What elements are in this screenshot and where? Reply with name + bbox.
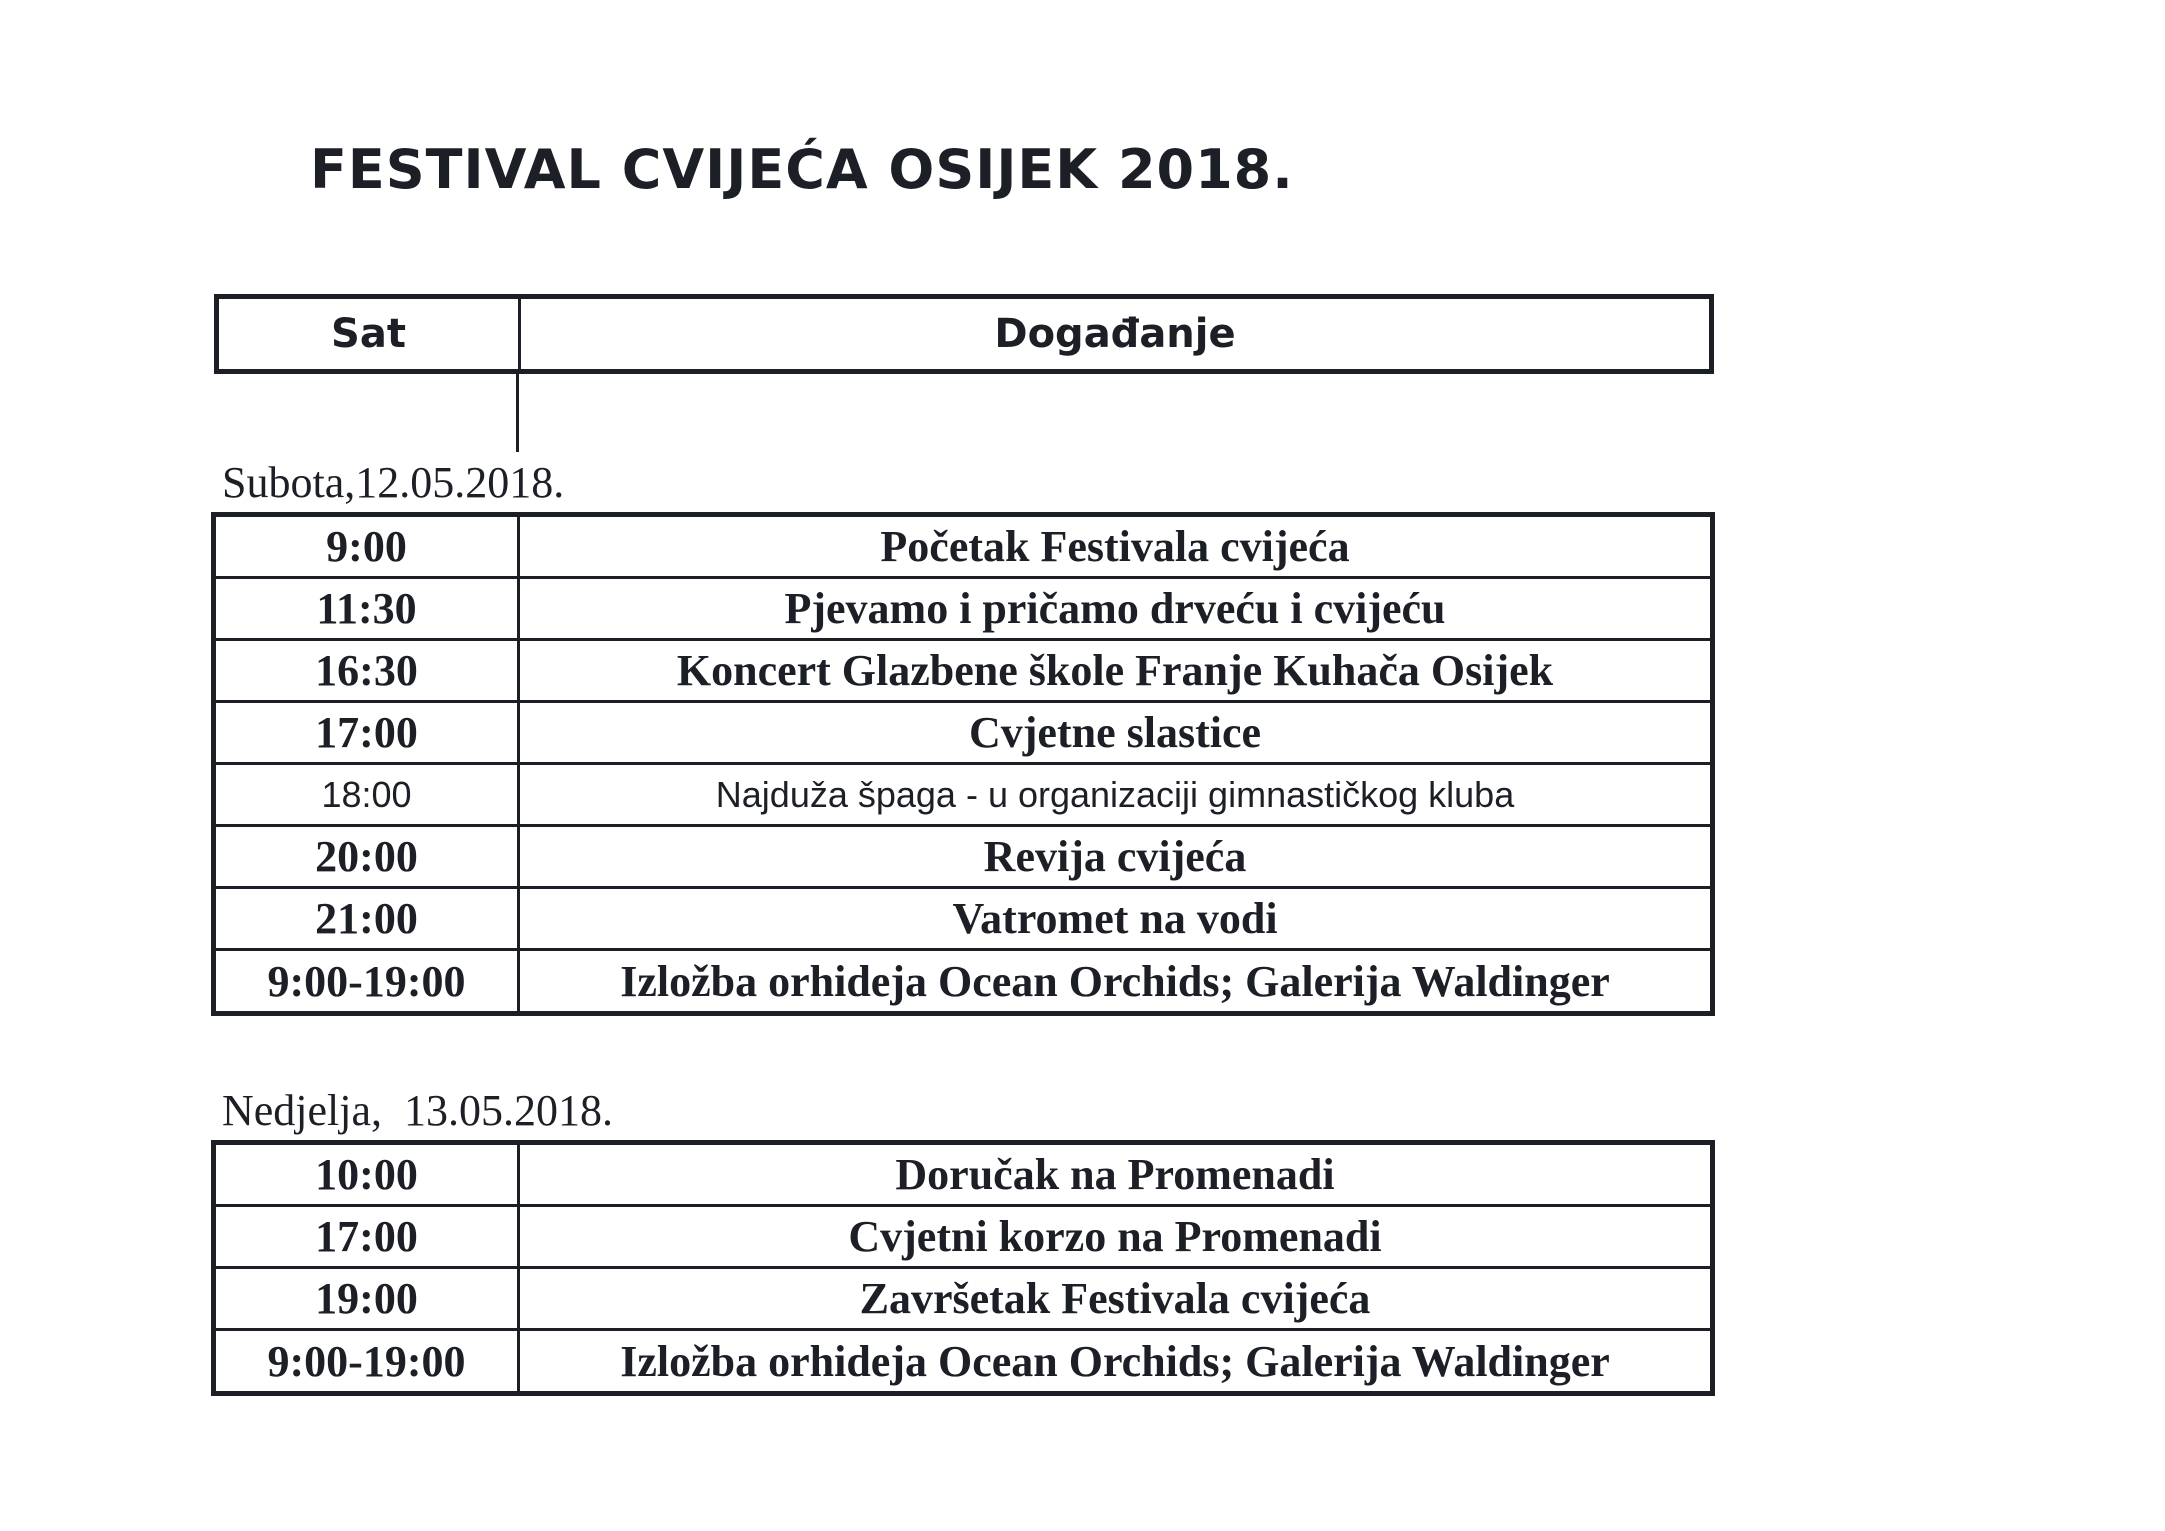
table-row — [216, 889, 1710, 951]
header-event-column — [521, 299, 1709, 369]
table-row — [216, 1331, 1710, 1391]
row-time: 17:00 — [216, 703, 520, 762]
table-row — [216, 579, 1710, 641]
row-event: Izložba orhideja Ocean Orchids; Galerija Waldinger — [620, 956, 1610, 1006]
row-event: Početak Festivala cvijeća — [880, 522, 1350, 571]
table-row — [216, 1145, 1710, 1207]
schedule-header — [214, 294, 1714, 374]
page-title: FESTIVAL CVIJEĆA OSIJEK 2018. — [310, 138, 1294, 201]
row-event: Cvjetni korzo na Promenadi — [848, 1212, 1382, 1261]
table-row — [216, 765, 1710, 827]
row-time: 9:00 — [216, 517, 520, 576]
row-time: 10:00 — [216, 1145, 520, 1204]
day-label-saturday: Subota,12.05.2018. — [222, 458, 565, 507]
schedule-saturday — [211, 512, 1715, 1016]
row-event: Koncert Glazbene škole Franje Kuhača Osijek — [676, 646, 1554, 695]
row-event: Doručak na Promenadi — [895, 1150, 1335, 1199]
schedule-sunday — [211, 1140, 1715, 1396]
header-time-column — [219, 299, 521, 369]
row-time: 18:00 — [216, 765, 520, 824]
header-event-label: Događanje — [994, 311, 1236, 357]
row-event: Pjevamo i pričamo drveću i cvijeću — [784, 584, 1446, 633]
row-time: 17:00 — [216, 1207, 520, 1266]
row-event: Izložba orhideja Ocean Orchids; Galerija Waldinger — [620, 1336, 1610, 1386]
row-time: 9:00-19:00 — [216, 951, 520, 1011]
row-time: 9:00-19:00 — [216, 1331, 520, 1391]
table-row — [216, 827, 1710, 889]
table-row — [216, 641, 1710, 703]
row-time: 19:00 — [216, 1269, 520, 1328]
row-event: Revija cvijeća — [983, 832, 1247, 881]
row-time: 11:30 — [216, 579, 520, 638]
row-event: Vatromet na vodi — [952, 894, 1278, 943]
row-event: Najduža špaga - u organizaciji gimnastičkog kluba — [715, 773, 1515, 815]
table-row — [216, 951, 1710, 1011]
row-event: Završetak Festivala cvijeća — [859, 1274, 1371, 1323]
row-time: 16:30 — [216, 641, 520, 700]
table-row — [216, 1269, 1710, 1331]
row-time: 20:00 — [216, 827, 520, 886]
table-row — [216, 703, 1710, 765]
header-time-label: Sat — [331, 311, 406, 357]
table-row — [216, 1207, 1710, 1269]
day-label-sunday: Nedjelja, 13.05.2018. — [222, 1086, 614, 1135]
table-row — [216, 517, 1710, 579]
row-time: 21:00 — [216, 889, 520, 948]
row-event: Cvjetne slastice — [968, 708, 1261, 757]
column-divider — [516, 374, 519, 452]
